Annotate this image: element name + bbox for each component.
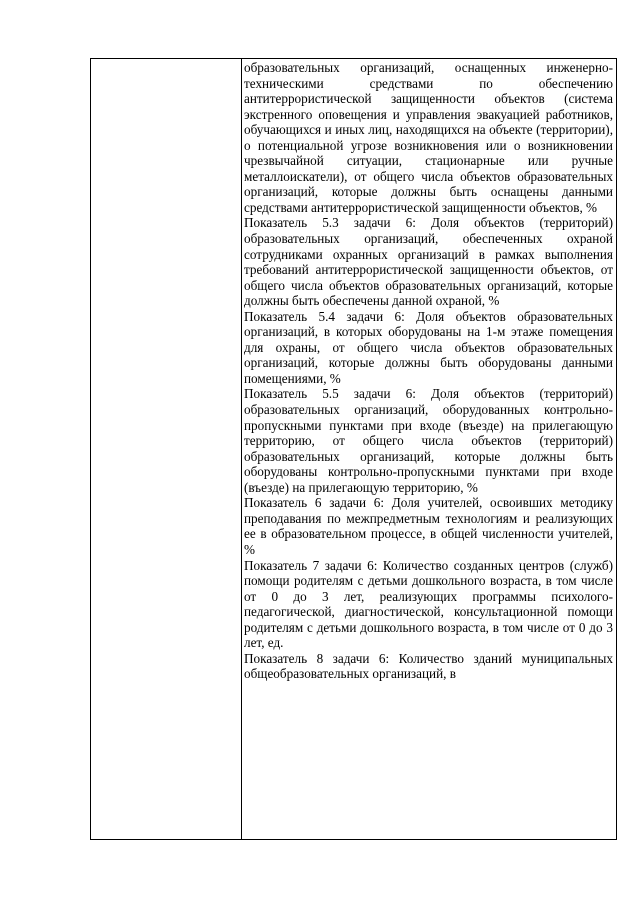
passport-table: [90, 58, 617, 840]
indicators-cell: [242, 59, 617, 840]
indicator-5-5: Показатель 5.5 задачи 6: Доля объектов (территорий) образовательных организаций, оборудованных контрольно-пропускными пунктами при входе (въезде) на прилегающую территорию, от общего числа объектов (территорий) образовательных организаций, которые должны быть оборудованы контрольно-пропускными пунктами при входе (въезде) на прилегающую территорию, %: [244, 386, 613, 495]
indicator-7: Показатель 7 задачи 6: Количество созданных центров (служб) помощи родителям с детьми дошкольного возраста, в том числе от 0 до 3 лет, реализующих программы психолого-педагогической, диагностической, консультационной помощи родителям с детьми дошкольного возраста, в том числе от 0 до 3 лет, ед.: [244, 557, 613, 651]
indicator-8: Показатель 8 задачи 6: Количество зданий муниципальных общеобразовательных организаций, в: [244, 650, 613, 682]
indicator-text-continuation: образовательных организаций, оснащенных инженерно-техническими средствами по обеспечению антитеррористической защищенности объектов (система экстренного оповещения и управления эвакуацией работников, обучающихся и иных лиц, находящихся на объекте (территории), о потенциальной угрозе возникновения или о возникновении чрезвычайной ситуации, стационарные или ручные металлоискатели), от общего числа объектов образовательных организаций, которые должны быть оснащены данными средствами антитеррористической защищенности объектов, %: [244, 60, 613, 215]
indicator-5-4: Показатель 5.4 задачи 6: Доля объектов образовательных организаций, в которых оборудованы на 1-м этаже помещения для охраны, от общего числа объектов образовательных организаций, которые должны быть оборудованы данными помещениями, %: [244, 308, 613, 386]
empty-left-cell: [91, 59, 242, 840]
indicator-6: Показатель 6 задачи 6: Доля учителей, освоивших методику преподавания по межпредметным технологиям и реализующих ее в образовательном процессе, в общей численности учителей, %: [244, 495, 613, 557]
table-row: [91, 59, 617, 840]
indicator-5-3: Показатель 5.3 задачи 6: Доля объектов (территорий) образовательных организаций, обеспеченных охраной сотрудниками охранных организаций в рамках выполнения требований антитеррористической защищенности объектов, от общего числа объектов образовательных организаций, которые должны быть обеспечены данной охраной, %: [244, 215, 613, 309]
